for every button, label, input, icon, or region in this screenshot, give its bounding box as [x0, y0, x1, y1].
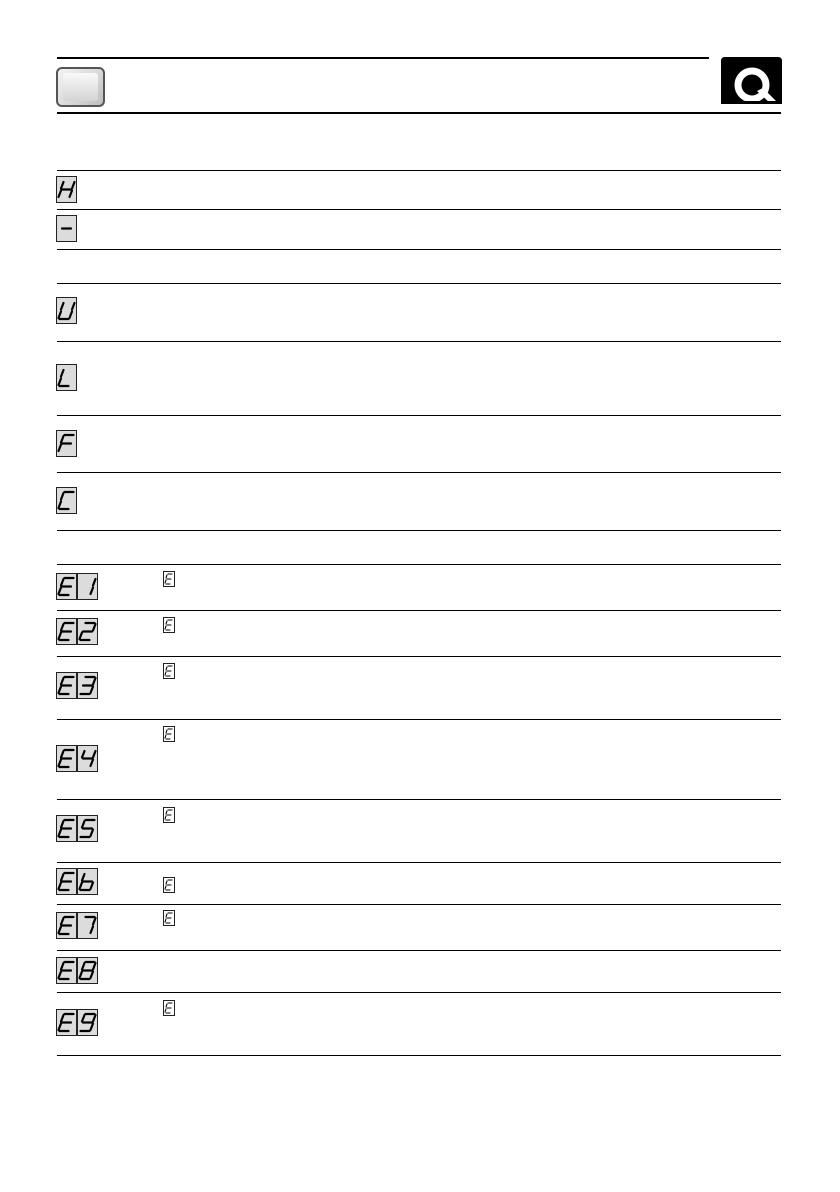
row-divider — [57, 1055, 781, 1056]
lcd-digit — [56, 573, 77, 600]
lcd-code — [56, 215, 77, 242]
row-divider — [57, 656, 781, 657]
mini-e-icon — [163, 807, 175, 823]
lcd-digit — [163, 807, 175, 823]
lcd-code — [56, 364, 77, 391]
lcd-code — [56, 912, 98, 939]
lcd-code — [56, 176, 77, 203]
lcd-code — [56, 430, 77, 457]
lcd-code — [56, 672, 98, 699]
lcd-digit — [56, 430, 77, 457]
lcd-digit — [77, 618, 98, 645]
lcd-code — [56, 573, 98, 600]
mini-e-icon — [163, 571, 175, 587]
row-divider — [57, 719, 781, 720]
row-divider — [57, 283, 781, 284]
lcd-digit — [163, 726, 175, 742]
row-divider — [57, 799, 781, 800]
lcd-digit — [56, 364, 77, 391]
lcd-code — [56, 618, 98, 645]
lcd-code — [56, 487, 77, 514]
lcd-digit — [163, 877, 175, 893]
top-rule — [57, 57, 709, 59]
lcd-digit — [163, 1000, 175, 1016]
lcd-code — [56, 957, 98, 984]
brand-q-logo — [721, 57, 782, 104]
row-divider — [57, 209, 781, 210]
lcd-digit — [163, 910, 175, 926]
row-divider — [57, 564, 781, 565]
row-divider — [57, 170, 781, 171]
chapter-tab-icon — [56, 67, 105, 107]
row-divider — [57, 992, 781, 993]
lcd-digit — [77, 672, 98, 699]
row-divider — [57, 341, 781, 342]
lcd-digit — [56, 672, 77, 699]
lcd-code — [56, 1009, 98, 1036]
lcd-digit — [77, 912, 98, 939]
mini-e-icon — [163, 726, 175, 742]
row-divider — [57, 950, 781, 951]
row-divider — [57, 862, 781, 863]
mini-e-icon — [163, 617, 175, 633]
lcd-digit — [56, 745, 77, 772]
lcd-digit — [56, 176, 77, 203]
mini-e-icon — [163, 663, 175, 679]
row-divider — [57, 472, 781, 473]
lcd-digit — [56, 957, 77, 984]
lcd-digit — [77, 815, 98, 842]
lcd-digit — [163, 617, 175, 633]
row-divider — [57, 249, 781, 250]
lcd-digit — [77, 745, 98, 772]
lcd-code — [56, 868, 98, 895]
lcd-digit — [56, 1009, 77, 1036]
row-divider — [57, 610, 781, 611]
lcd-code — [56, 815, 98, 842]
mini-e-icon — [163, 910, 175, 926]
mini-e-icon — [163, 1000, 175, 1016]
row-divider — [57, 904, 781, 905]
lcd-digit — [163, 571, 175, 587]
lcd-digit — [56, 815, 77, 842]
mini-e-icon — [163, 877, 175, 893]
lcd-digit — [56, 487, 77, 514]
row-divider — [57, 530, 781, 531]
lcd-digit — [56, 868, 77, 895]
lcd-digit — [56, 215, 77, 242]
header-rule — [57, 112, 781, 114]
lcd-digit — [56, 297, 77, 324]
lcd-code — [56, 297, 77, 324]
lcd-code — [56, 745, 98, 772]
row-divider — [57, 415, 781, 416]
lcd-digit — [77, 957, 98, 984]
lcd-digit — [77, 573, 98, 600]
lcd-digit — [77, 868, 98, 895]
lcd-digit — [77, 1009, 98, 1036]
lcd-digit — [56, 912, 77, 939]
lcd-digit — [56, 618, 77, 645]
lcd-digit — [163, 663, 175, 679]
